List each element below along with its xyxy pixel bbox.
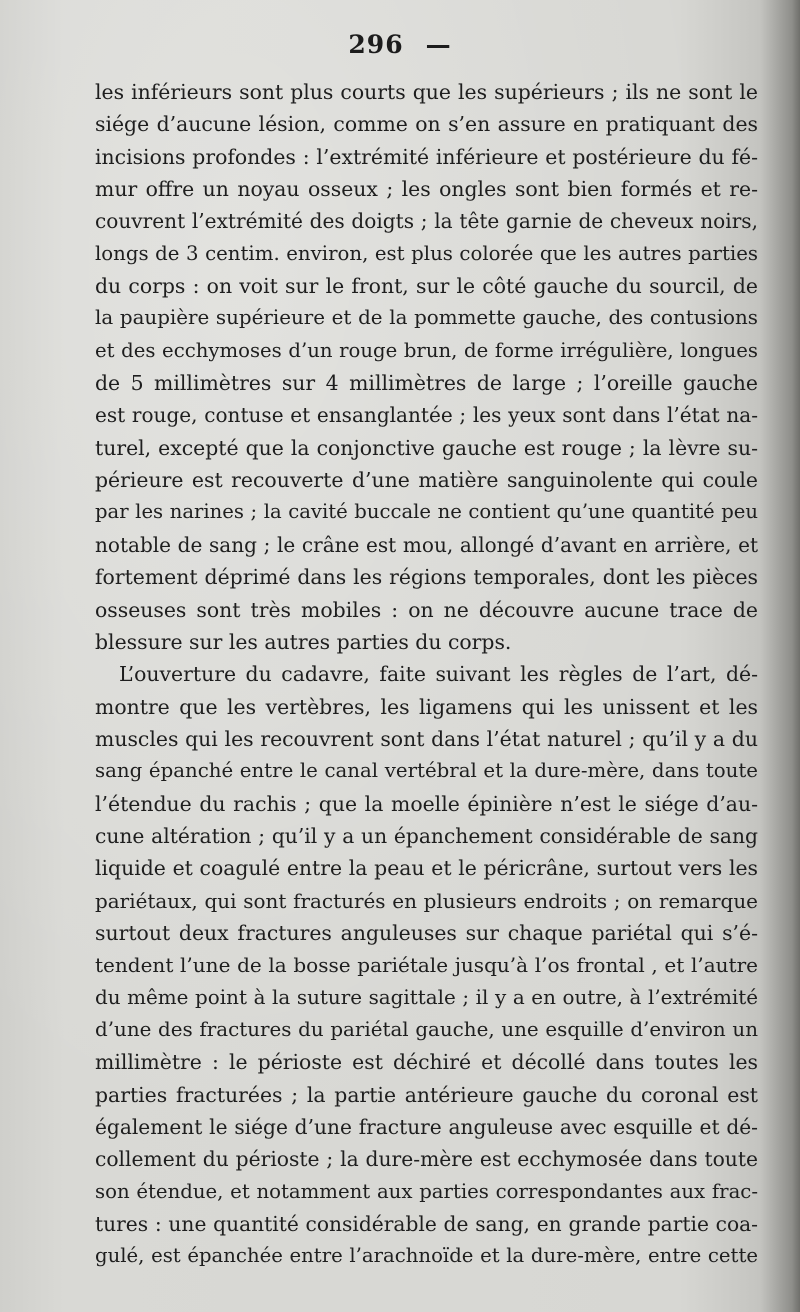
page-number: 296 (348, 30, 404, 59)
text-line: blessure sur les autres parties du corps. (95, 629, 512, 654)
text-line: d’une des fractures du pariétal gauche, une esquille d’environ un (95, 1017, 758, 1041)
text-line: incisions profondes : l’extrémité inférieure et postérieure du fé- (95, 144, 758, 169)
text-line: la paupière supérieure et de la pommette gauche, des contusions (95, 306, 758, 330)
text-line: siége d’aucune lésion, comme on s’en assure en pratiquant des (95, 112, 758, 137)
text-line: osseuses sont très mobiles : on ne découvre aucune trace de (95, 597, 758, 622)
body-text (95, 76, 758, 1273)
text-line: fortement déprimé dans les régions temporales, dont les pièces (95, 565, 758, 590)
text-line: l’étendue du rachis ; que la moelle épinière n’est le siége d’au- (95, 791, 758, 816)
text-line: sang épanché entre le canal vertébral et la dure-mère, dans toute (95, 759, 758, 783)
text-line: également le siége d’une fracture anguleuse avec esquille et dé- (95, 1115, 758, 1139)
text-line: de 5 millimètres sur 4 millimètres de large ; l’oreille gauche (95, 371, 758, 396)
text-line: longs de 3 centim. environ, est plus colorée que les autres parties (95, 241, 758, 265)
text-line: et des ecchymoses d’un rouge brun, de forme irrégulière, longues (95, 338, 758, 362)
text-line: les inférieurs sont plus courts que les supérieurs ; ils ne sont le (95, 80, 758, 104)
text-line: couvrent l’extrémité des doigts ; la tête garnie de cheveux noirs, (95, 209, 758, 234)
text-line: millimètre : le périoste est déchiré et décollé dans toutes les (95, 1050, 758, 1075)
text-line: tendent l’une de la bosse pariétale jusqu’à l’os frontal , et l’autre (95, 953, 758, 978)
text-line: par les narines ; la cavité buccale ne contient qu’une quantité peu (95, 500, 758, 524)
text-line: pariétaux, qui sont fracturés en plusieurs endroits ; on remarque (95, 888, 758, 913)
text-line: du corps : on voit sur le front, sur le côté gauche du sourcil, de (95, 274, 758, 299)
text-line: tures : une quantité considérable de sang, en grande partie coa- (95, 1212, 758, 1237)
text-line: muscles qui les recouvrent sont dans l’état naturel ; qu’il y a du (95, 726, 758, 751)
text-line: mur offre un noyau osseux ; les ongles sont bien formés et re- (95, 177, 758, 202)
page-number-dash: — (425, 30, 452, 59)
text-line: parties fracturées ; la partie antérieure gauche du coronal est (95, 1082, 758, 1107)
text-line: est rouge, contuse et ensanglantée ; les yeux sont dans l’état na- (95, 403, 758, 428)
text-line: notable de sang ; le crâne est mou, allongé d’avant en arrière, et (95, 532, 758, 557)
text-line: son étendue, et notamment aux parties correspondantes aux frac- (95, 1179, 758, 1203)
text-line: cune altération ; qu’il y a un épanchement considérable de sang (95, 823, 758, 848)
text-line: surtout deux fractures anguleuses sur chaque pariétal qui s’é- (95, 920, 758, 945)
text-line: turel, excepté que la conjonctive gauche est rouge ; la lèvre su- (95, 435, 758, 460)
text-line: gulé, est épanchée entre l’arachnoïde et la dure-mère, entre cette (95, 1244, 758, 1268)
text-line: liquide et coagulé entre la peau et le péricrâne, surtout vers les (95, 856, 758, 881)
text-line: L’ouverture du cadavre, faite suivant les règles de l’art, dé- (119, 662, 758, 687)
text-line: du même point à la suture sagittale ; il y a en outre, à l’extrémité (95, 985, 758, 1009)
text-line: périeure est recouverte d’une matière sanguinolente qui coule (95, 468, 758, 493)
page-header (0, 30, 800, 59)
text-line: montre que les vertèbres, les ligamens qui les unissent et les (95, 694, 758, 719)
text-line: collement du périoste ; la dure-mère est ecchymosée dans toute (95, 1147, 758, 1172)
